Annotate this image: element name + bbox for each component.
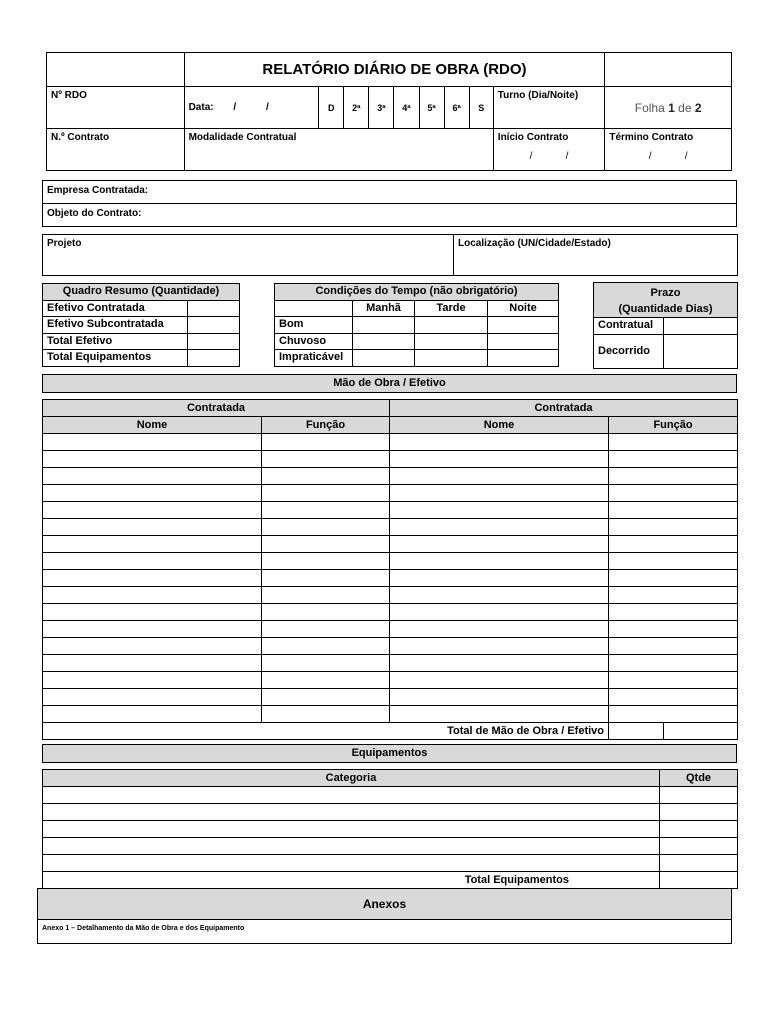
- sheet-current: 1: [668, 100, 675, 115]
- project-label: Projeto: [47, 238, 82, 249]
- manpower-name-cell[interactable]: [43, 502, 262, 519]
- manpower-function-cell[interactable]: [609, 638, 738, 655]
- rdo-header-table: [46, 52, 732, 171]
- manpower-function-cell[interactable]: [609, 519, 738, 536]
- manpower-name-cell[interactable]: [390, 672, 609, 689]
- summary-row-label: Total Efetivo: [43, 333, 188, 350]
- manpower-row: [43, 604, 738, 621]
- manpower-name-cell[interactable]: [43, 655, 262, 672]
- summary-title: Quadro Resumo (Quantidade): [43, 284, 240, 301]
- manpower-name-cell[interactable]: [390, 468, 609, 485]
- manpower-name-cell[interactable]: [43, 638, 262, 655]
- manpower-name-cell[interactable]: [43, 451, 262, 468]
- manpower-total-label: Total de Mão de Obra / Efetivo: [43, 723, 609, 740]
- manpower-name-cell[interactable]: [390, 485, 609, 502]
- weather-table: [274, 283, 559, 367]
- manpower-function-cell[interactable]: [609, 536, 738, 553]
- manpower-function-cell[interactable]: [609, 672, 738, 689]
- location-field[interactable]: [454, 235, 738, 276]
- location-label: Localização (UN/Cidade/Estado): [458, 238, 611, 249]
- weather-row-rainy: Chuvoso: [275, 333, 353, 350]
- manpower-name-cell[interactable]: [390, 706, 609, 723]
- weather-cell[interactable]: [488, 350, 559, 367]
- sheet-counter: [605, 87, 732, 129]
- contract-number-field[interactable]: [47, 129, 185, 171]
- deadline-table: [593, 282, 738, 369]
- equipment-row: [43, 804, 738, 821]
- day-cell-tuesday[interactable]: 3ª: [369, 87, 394, 129]
- object-field[interactable]: [43, 204, 736, 226]
- equipment-row: [43, 821, 738, 838]
- manpower-name-cell[interactable]: [43, 468, 262, 485]
- manpower-row: [43, 536, 738, 553]
- weather-title: Condições do Tempo (não obrigatório): [275, 284, 559, 301]
- manpower-function-cell[interactable]: [262, 434, 390, 451]
- summary-value-cell[interactable]: [188, 300, 240, 317]
- manpower-function-cell[interactable]: [609, 485, 738, 502]
- manpower-function-cell[interactable]: [609, 451, 738, 468]
- manpower-row: [43, 485, 738, 502]
- equipment-category-cell[interactable]: [43, 804, 660, 821]
- summary-value-cell[interactable]: [188, 317, 240, 334]
- project-location-table: [42, 234, 738, 276]
- manpower-section-title: Mão de Obra / Efetivo: [42, 374, 737, 393]
- manpower-name-cell[interactable]: [43, 621, 262, 638]
- weather-cell[interactable]: [353, 350, 415, 367]
- manpower-function-cell[interactable]: [262, 570, 390, 587]
- annexes-title: Anexos: [38, 889, 731, 920]
- manpower-name-cell[interactable]: [43, 672, 262, 689]
- weather-col-afternoon: Tarde: [415, 300, 488, 317]
- manpower-function-cell[interactable]: [609, 655, 738, 672]
- contract-end-field[interactable]: [605, 129, 732, 171]
- manpower-function-cell[interactable]: [609, 553, 738, 570]
- annexes-box: [37, 888, 732, 944]
- manpower-row: [43, 689, 738, 706]
- day-cell-friday[interactable]: 6ª: [444, 87, 469, 129]
- manpower-function-cell[interactable]: [262, 621, 390, 638]
- deadline-row-elapsed: Decorrido: [594, 334, 664, 368]
- manpower-row: [43, 468, 738, 485]
- equipment-col-category: Categoria: [43, 770, 660, 787]
- manpower-name-cell[interactable]: [390, 587, 609, 604]
- day-cell-sunday[interactable]: D: [319, 87, 344, 129]
- manpower-function-cell[interactable]: [262, 655, 390, 672]
- manpower-row: [43, 451, 738, 468]
- manpower-function-cell[interactable]: [262, 451, 390, 468]
- manpower-row: [43, 672, 738, 689]
- manpower-total-row: [43, 723, 738, 740]
- deadline-title-line1: Prazo: [650, 287, 681, 299]
- report-title: RELATÓRIO DIÁRIO DE OBRA (RDO): [184, 53, 605, 87]
- manpower-function-cell[interactable]: [262, 587, 390, 604]
- manpower-function-cell[interactable]: [609, 468, 738, 485]
- day-cell-wednesday[interactable]: 4ª: [394, 87, 419, 129]
- equipment-row: [43, 855, 738, 872]
- manpower-function-cell[interactable]: [262, 468, 390, 485]
- summary-row-label: Efetivo Subcontratada: [43, 317, 188, 334]
- manpower-name-cell[interactable]: [43, 536, 262, 553]
- manpower-function-cell[interactable]: [609, 706, 738, 723]
- manpower-total-cell: [609, 723, 738, 740]
- manpower-name-cell[interactable]: [390, 553, 609, 570]
- manpower-name-cell[interactable]: [390, 451, 609, 468]
- day-cell-saturday[interactable]: S: [469, 87, 493, 129]
- contract-end-label: Término Contrato: [609, 132, 694, 143]
- rdo-number-field[interactable]: [47, 87, 185, 129]
- summary-row-label: Efetivo Contratada: [43, 300, 188, 317]
- sheet-word: Folha: [634, 100, 665, 115]
- contract-mode-label: Modalidade Contratual: [188, 132, 297, 143]
- shift-field[interactable]: [493, 87, 605, 129]
- annex-item-1: Anexo 1 – Detalhamento da Mão de Obra e dos Equipamento: [42, 925, 245, 932]
- manpower-row: [43, 587, 738, 604]
- equipment-row: [43, 838, 738, 855]
- manpower-name-cell[interactable]: [43, 434, 262, 451]
- date-field[interactable]: [184, 87, 319, 129]
- manpower-function-cell[interactable]: [262, 502, 390, 519]
- manpower-function-cell[interactable]: [609, 570, 738, 587]
- manpower-name-cell[interactable]: [390, 655, 609, 672]
- weather-cell[interactable]: [353, 333, 415, 350]
- company-object-box: [42, 180, 737, 227]
- weather-cell[interactable]: [488, 317, 559, 334]
- company-label: Empresa Contratada:: [47, 185, 149, 196]
- manpower-function-cell[interactable]: [609, 434, 738, 451]
- equipment-category-cell[interactable]: [43, 821, 660, 838]
- manpower-function-cell[interactable]: [609, 502, 738, 519]
- manpower-function-cell[interactable]: [262, 706, 390, 723]
- manpower-name-cell[interactable]: [43, 519, 262, 536]
- contract-mode-field[interactable]: [184, 129, 493, 171]
- contract-start-field[interactable]: [493, 129, 605, 171]
- manpower-group-right: Contratada: [390, 400, 738, 417]
- equipment-qty-cell[interactable]: [660, 838, 738, 855]
- weather-cell[interactable]: [415, 333, 488, 350]
- manpower-name-cell[interactable]: [43, 570, 262, 587]
- start-slash-1: /: [529, 151, 533, 162]
- deadline-row-contractual: Contratual: [594, 318, 664, 335]
- manpower-function-cell[interactable]: [262, 553, 390, 570]
- manpower-name-cell[interactable]: [390, 621, 609, 638]
- manpower-function-cell[interactable]: [262, 536, 390, 553]
- start-slash-2: /: [565, 151, 569, 162]
- manpower-table: [42, 399, 738, 740]
- manpower-row: [43, 519, 738, 536]
- manpower-name-cell[interactable]: [43, 553, 262, 570]
- manpower-name-cell[interactable]: [390, 570, 609, 587]
- manpower-name-cell[interactable]: [390, 604, 609, 621]
- summary-value-cell[interactable]: [188, 350, 240, 367]
- equipment-table: [42, 769, 738, 889]
- equipment-section-title: Equipamentos: [42, 744, 737, 763]
- manpower-name-cell[interactable]: [390, 519, 609, 536]
- manpower-name-cell[interactable]: [390, 502, 609, 519]
- manpower-col-name: Nome: [43, 417, 262, 434]
- weather-col-morning: Manhã: [353, 300, 415, 317]
- manpower-function-cell[interactable]: [262, 519, 390, 536]
- manpower-name-cell[interactable]: [390, 536, 609, 553]
- summary-row-label: Total Equipamentos: [43, 350, 188, 367]
- manpower-function-cell[interactable]: [609, 621, 738, 638]
- contract-start-label: Início Contrato: [497, 132, 569, 143]
- shift-label: Turno (Dia/Noite): [497, 90, 579, 101]
- rdo-number-label: Nº RDO: [51, 90, 87, 101]
- manpower-col-name: Nome: [390, 417, 609, 434]
- manpower-name-cell[interactable]: [390, 434, 609, 451]
- manpower-col-function: Função: [609, 417, 738, 434]
- deadline-title-line2: (Quantidade Dias): [618, 303, 713, 315]
- weather-cell[interactable]: [353, 317, 415, 334]
- summary-value-cell[interactable]: [188, 333, 240, 350]
- date-slash-1: /: [233, 102, 237, 113]
- project-field[interactable]: [43, 235, 454, 276]
- end-slash-1: /: [648, 151, 652, 162]
- deadline-title: [594, 283, 738, 318]
- weather-col-night: Noite: [488, 300, 559, 317]
- equipment-qty-cell[interactable]: [660, 821, 738, 838]
- manpower-row: [43, 706, 738, 723]
- weather-cell[interactable]: [415, 317, 488, 334]
- manpower-name-cell[interactable]: [390, 689, 609, 706]
- company-field[interactable]: [43, 181, 736, 204]
- sheet-of: de: [678, 100, 692, 115]
- manpower-name-cell[interactable]: [43, 587, 262, 604]
- manpower-name-cell[interactable]: [43, 604, 262, 621]
- weather-row-good: Bom: [275, 317, 353, 334]
- manpower-col-function: Função: [262, 417, 390, 434]
- header-blank-left: [47, 53, 185, 87]
- manpower-row: [43, 570, 738, 587]
- equipment-qty-cell[interactable]: [660, 804, 738, 821]
- header-blank-right: [605, 53, 732, 87]
- object-label: Objeto do Contrato:: [47, 208, 142, 219]
- equipment-category-cell[interactable]: [43, 838, 660, 855]
- contract-number-label: N.º Contrato: [51, 132, 110, 143]
- equipment-total-label: Total Equipamentos: [43, 872, 660, 889]
- manpower-total-divider: [663, 723, 664, 739]
- manpower-row: [43, 553, 738, 570]
- equipment-category-cell[interactable]: [43, 787, 660, 804]
- manpower-name-cell[interactable]: [43, 689, 262, 706]
- manpower-function-cell[interactable]: [262, 604, 390, 621]
- weather-row-impracticable: Impraticável: [275, 350, 353, 367]
- manpower-row: [43, 621, 738, 638]
- manpower-name-cell[interactable]: [43, 485, 262, 502]
- weather-header-blank: [275, 300, 353, 317]
- weather-cell[interactable]: [415, 350, 488, 367]
- date-label: Data:: [188, 102, 214, 113]
- equipment-category-cell[interactable]: [43, 855, 660, 872]
- summary-table: [42, 283, 240, 367]
- equipment-qty-cell[interactable]: [660, 787, 738, 804]
- manpower-row: [43, 502, 738, 519]
- deadline-value-cell[interactable]: [664, 334, 738, 368]
- manpower-function-cell[interactable]: [262, 638, 390, 655]
- manpower-function-cell[interactable]: [262, 672, 390, 689]
- day-cell-monday[interactable]: 2ª: [344, 87, 369, 129]
- manpower-row: [43, 638, 738, 655]
- day-cell-thursday[interactable]: 5ª: [419, 87, 444, 129]
- deadline-value-cell[interactable]: [664, 318, 738, 335]
- equipment-col-qty: Qtde: [660, 770, 738, 787]
- manpower-function-cell[interactable]: [609, 604, 738, 621]
- weather-cell[interactable]: [488, 333, 559, 350]
- manpower-name-cell[interactable]: [43, 706, 262, 723]
- manpower-name-cell[interactable]: [390, 638, 609, 655]
- manpower-function-cell[interactable]: [609, 587, 738, 604]
- equipment-total-row: [43, 872, 738, 889]
- equipment-total-cell[interactable]: [660, 872, 738, 889]
- manpower-function-cell[interactable]: [262, 485, 390, 502]
- manpower-function-cell[interactable]: [609, 689, 738, 706]
- sheet-total: 2: [694, 100, 702, 115]
- manpower-function-cell[interactable]: [262, 689, 390, 706]
- equipment-row: [43, 787, 738, 804]
- manpower-row: [43, 434, 738, 451]
- date-slash-2: /: [265, 102, 269, 113]
- end-slash-2: /: [684, 151, 688, 162]
- manpower-group-left: Contratada: [43, 400, 390, 417]
- equipment-qty-cell[interactable]: [660, 855, 738, 872]
- manpower-row: [43, 655, 738, 672]
